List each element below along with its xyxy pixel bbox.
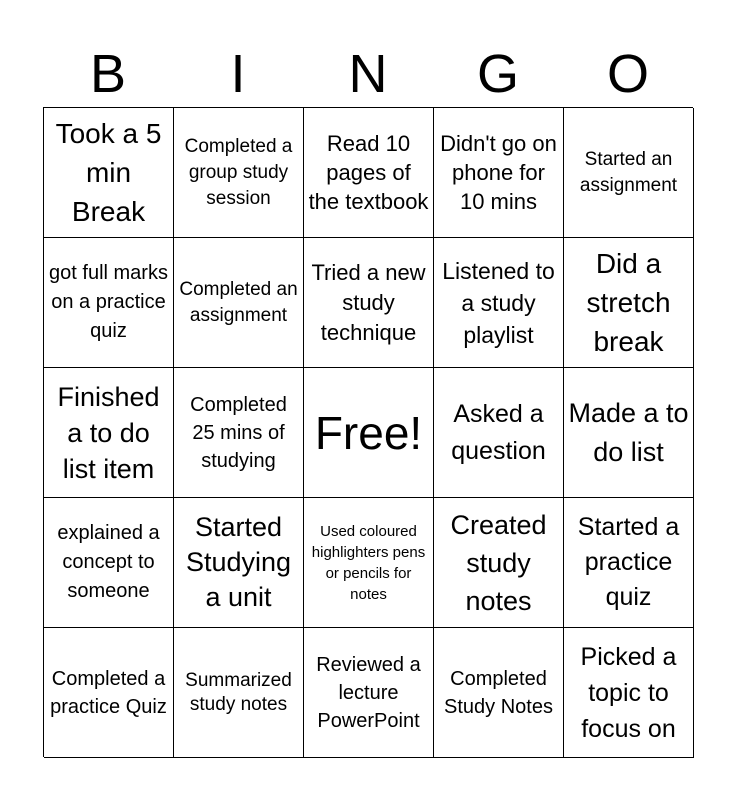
cell-text: Took a 5 min Break [55, 118, 162, 227]
cell-text: Did a stretch break [586, 248, 671, 357]
bingo-cell[interactable] [564, 498, 694, 628]
bingo-cell[interactable] [304, 628, 434, 758]
bingo-cell[interactable] [44, 628, 174, 758]
free-space: Free! [314, 406, 423, 459]
bingo-cell[interactable] [564, 368, 694, 498]
cell-text: Started Studying a unit [185, 512, 292, 612]
cell-text: Summarized study notes [185, 669, 292, 715]
bingo-cell[interactable] [174, 498, 304, 628]
bingo-cell[interactable] [304, 498, 434, 628]
cell-text: Started an assignment [579, 148, 678, 196]
bingo-cell[interactable] [304, 238, 434, 368]
bingo-cell[interactable] [434, 238, 564, 368]
header-letter-o: O [606, 44, 649, 104]
bingo-cell[interactable] [174, 628, 304, 758]
bingo-cell[interactable] [434, 498, 564, 628]
cell-text: Completed Study Notes [444, 667, 553, 718]
bingo-cell[interactable] [44, 498, 174, 628]
bingo-cell[interactable] [564, 108, 694, 238]
bingo-cell[interactable] [434, 368, 564, 498]
bingo-cell[interactable] [174, 238, 304, 368]
cell-text: Tried a new study technique [311, 259, 426, 345]
bingo-cell[interactable] [44, 238, 174, 368]
header-letter-n: N [348, 44, 388, 104]
cell-text: explained a concept to someone [57, 522, 160, 602]
cell-text: Picked a topic to focus on [580, 642, 677, 743]
bingo-cell[interactable] [434, 628, 564, 758]
cell-text: Asked a question [451, 399, 546, 465]
cell-text: Started a practice quiz [577, 513, 680, 611]
header-letter-b: B [89, 44, 127, 104]
bingo-cell[interactable] [564, 628, 694, 758]
header-letter-g: G [476, 44, 519, 104]
bingo-cell[interactable] [174, 368, 304, 498]
bingo-cell[interactable] [434, 108, 564, 238]
cell-text: Completed a group study session [184, 135, 293, 209]
cell-text: Made a to do list [568, 397, 689, 467]
bingo-cell[interactable] [44, 108, 174, 238]
cell-text: got full marks on a practice quiz [49, 262, 168, 342]
cell-text: Completed a practice Quiz [50, 667, 167, 718]
bingo-cell[interactable] [304, 108, 434, 238]
cell-text: Created study notes [450, 509, 547, 616]
cell-text: Reviewed a lecture PowerPoint [316, 653, 421, 732]
bingo-board [43, 107, 693, 757]
bingo-cell[interactable] [44, 368, 174, 498]
bingo-cell[interactable] [564, 238, 694, 368]
cell-text: Read 10 pages of the textbook [308, 131, 429, 214]
bingo-cell[interactable] [174, 108, 304, 238]
cell-text: Completed 25 mins of studying [190, 393, 287, 472]
bingo-header [43, 40, 693, 108]
bingo-cell[interactable] [304, 368, 434, 498]
header-letter-i: I [230, 44, 246, 104]
cell-text: Didn't go on phone for 10 mins [440, 131, 557, 214]
cell-text: Used coloured highlighters pens or pencils for notes [311, 522, 426, 603]
cell-text: Completed an assignment [179, 278, 298, 326]
cell-text: Listened to a study playlist [442, 257, 555, 348]
cell-text: Finished a to do list item [57, 381, 160, 484]
